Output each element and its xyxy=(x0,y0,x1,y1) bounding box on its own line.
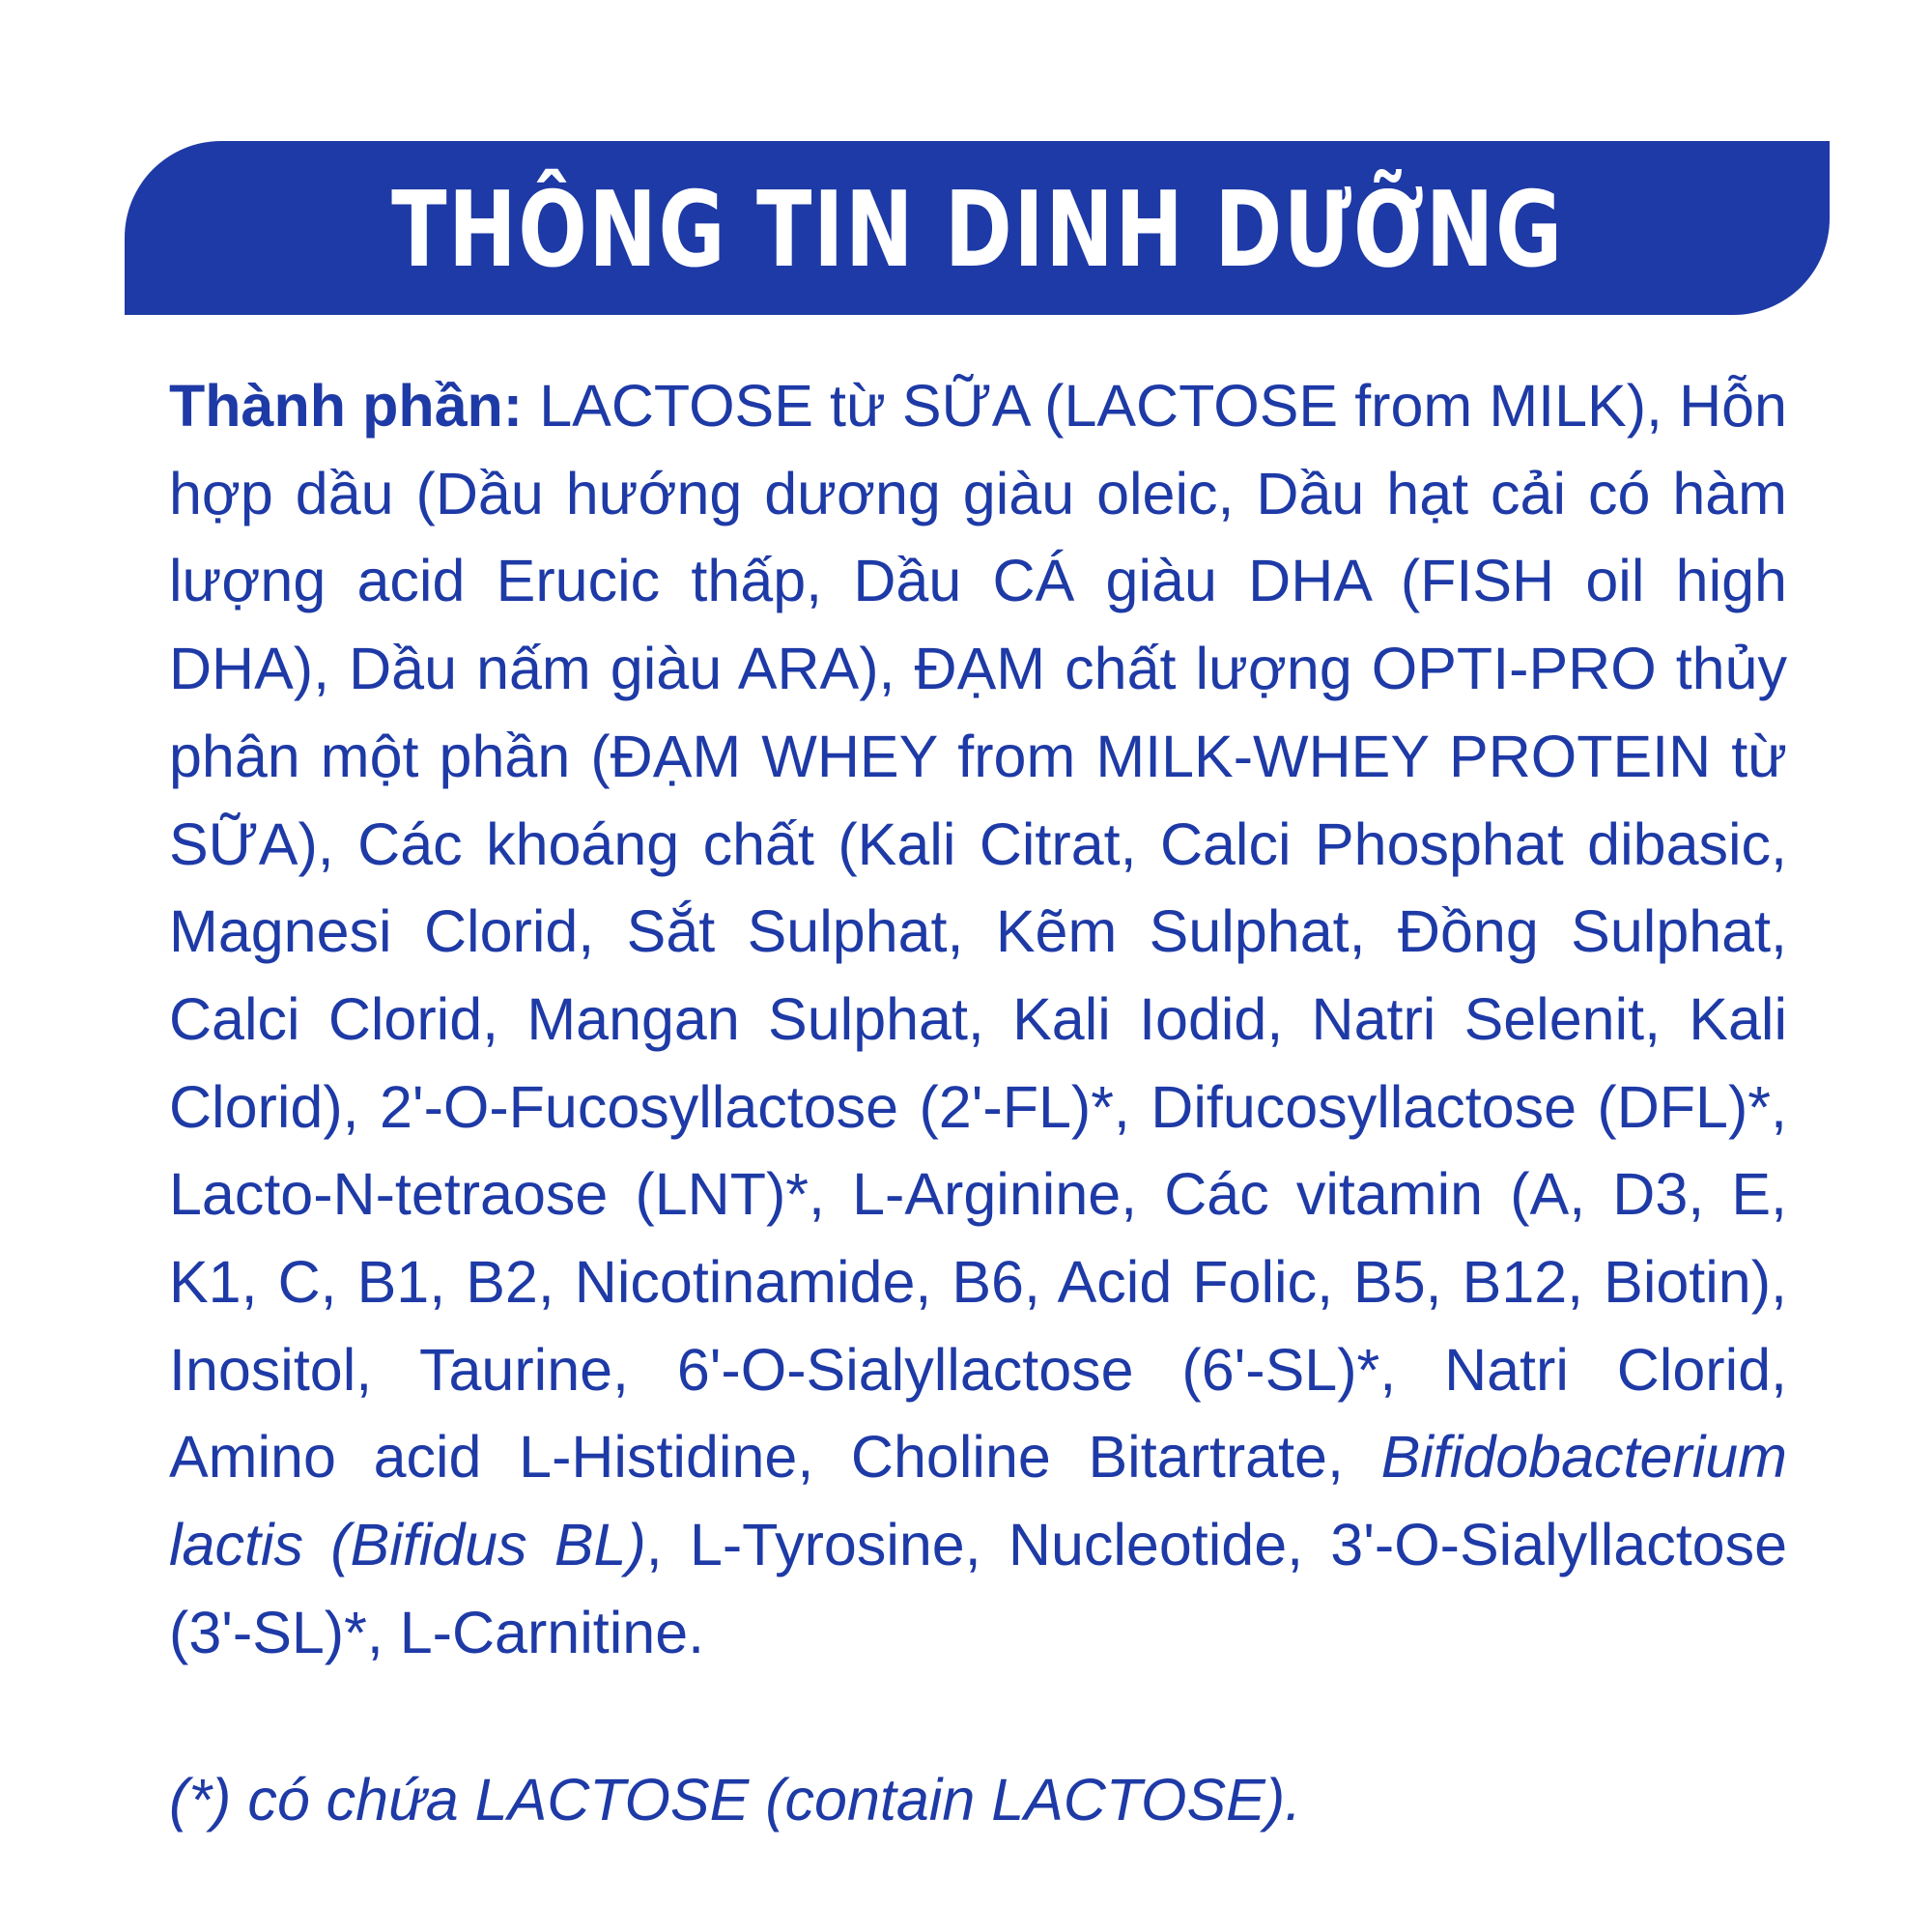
ingredients-text-part2: , L-Tyrosine, Nucleotide, 3'-O-Sialyllactose (3'-SL)*, L-Carnitine. xyxy=(169,1512,1787,1665)
lactose-footnote: (*) có chứa LACTOSE (contain LACTOSE). xyxy=(169,1767,1302,1833)
ingredients-label: Thành phần: xyxy=(169,373,524,439)
ingredients-paragraph xyxy=(169,362,1787,1677)
title-banner xyxy=(125,141,1830,315)
probiotic-species-name: Bifidobacterium lactis (Bifidus BL) xyxy=(169,1424,1787,1578)
page-title: THÔNG TIN DINH DƯỠNG xyxy=(390,170,1564,291)
ingredients-text-part1: LACTOSE từ SỮA (LACTOSE from MILK), Hỗn hợp dầu (Dầu hướng dương giàu oleic, Dầu hạt cải có hàm lượng acid Erucic thấp, Dầu CÁ giàu DHA (FISH oil high DHA), Dầu nấm giàu ARA), ĐẠM chất lượng OPTI-PRO thủy phân một phần (ĐẠM WHEY from MILK-WHEY PROTEIN từ SỮA), Các khoáng chất (Kali Citrat, Calci Phosphat dibasic, Magnesi Clorid, Sắt Sulphat, Kẽm Sulphat, Đồng Sulphat, Calci Clorid, Mangan Sulphat, Kali Iodid, Natri Selenit, Kali Clorid), 2'-O-Fucosyllactose (2'-FL)*, Difucosyllactose (DFL)*, Lacto-N-tetraose (LNT)*, L-Arginine, Các vitamin (A, D3, E, K1, C, B1, B2, Nicotinamide, B6, Acid Folic, B5, B12, Biotin), Inositol, Taurine, 6'-O-Sialyllactose (6'-SL)*, Natri Clorid, Amino acid L-Histidine, Choline Bitartrate, xyxy=(169,373,1787,1491)
